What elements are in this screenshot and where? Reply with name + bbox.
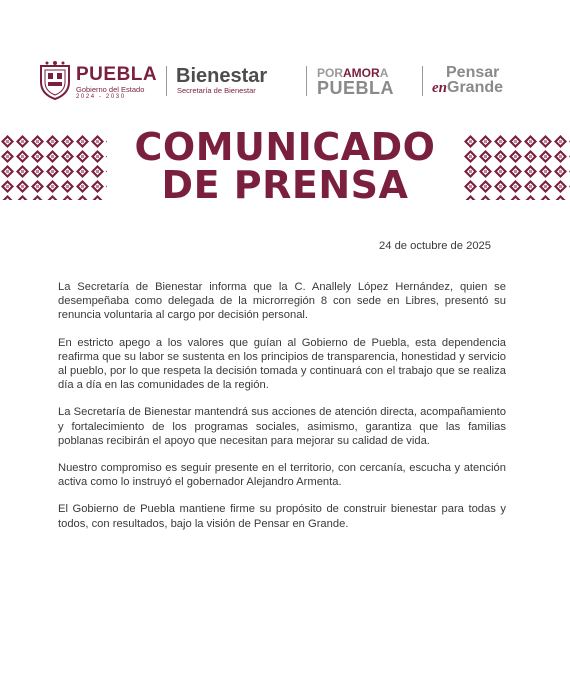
puebla-logo-years: 2024 - 2030 bbox=[76, 94, 126, 100]
puebla-logo-name: PUEBLA bbox=[76, 64, 158, 85]
bienestar-logo-name: Bienestar bbox=[176, 65, 268, 87]
por-amor-post: A bbox=[379, 66, 389, 80]
por-amor-amor: AMOR bbox=[343, 66, 380, 80]
puebla-logo-subtitle: Gobierno del Estado bbox=[76, 85, 145, 94]
press-release-title bbox=[107, 125, 463, 207]
logo-divider bbox=[306, 66, 307, 96]
por-amor-puebla: PUEBLA bbox=[317, 78, 395, 98]
pensar-en-grande-logo bbox=[432, 65, 503, 96]
bienestar-logo-subtitle: Secretaría de Bienestar bbox=[177, 86, 256, 95]
header-logos bbox=[38, 58, 538, 104]
title-line-2: DE PRENSA bbox=[161, 163, 409, 207]
pensar-en: en bbox=[432, 80, 447, 96]
pensar-line1: Pensar bbox=[446, 64, 500, 81]
logo-divider bbox=[422, 66, 423, 96]
release-body bbox=[58, 280, 506, 544]
body-paragraph: La Secretaría de Bienestar informa que la C. Anallely López Hernández, quien se desempeñaba como delegada de la microrregión 8 con sede en Libres, presentó su renuncia voluntaria al cargo por decisión personal. bbox=[58, 281, 506, 322]
release-date: 24 de octubre de 2025 bbox=[379, 240, 491, 252]
body-paragraph: En estricto apego a los valores que guían al Gobierno de Puebla, esta dependencia reafirma que su labor se sustenta en los principios de transparencia, honestidad y servicio al pueblo, por lo que respeta la decisión tomada y continuará con el trabajo que se realiza día a día en las comunidades de la región. bbox=[58, 336, 506, 392]
title-line-1: COMUNICADO bbox=[134, 125, 436, 169]
por-amor-a-puebla-logo bbox=[317, 66, 394, 96]
bienestar-logo bbox=[176, 66, 267, 96]
pensar-grande: Grande bbox=[447, 79, 504, 96]
por-amor-pre: POR bbox=[317, 66, 344, 80]
decorative-pattern-left bbox=[0, 134, 107, 200]
state-seal-icon bbox=[38, 60, 72, 100]
body-paragraph: Nuestro compromiso es seguir presente en el territorio, con cercanía, escucha y atención activa como lo instruyó el gobernador Alejandro Armenta. bbox=[58, 462, 506, 489]
body-paragraph: El Gobierno de Puebla mantiene firme su propósito de construir bienestar para todas y todos, con resultados, bajo la visión de Pensar en Grande. bbox=[58, 503, 506, 530]
logo-divider bbox=[166, 66, 167, 96]
body-paragraph: La Secretaría de Bienestar mantendrá sus acciones de atención directa, acompañamiento y fortalecimiento de los programas sociales, asimismo, garantiza que las familias poblanas recibirán el apoyo que necesitan para mejorar su calidad de vida. bbox=[58, 406, 506, 447]
decorative-pattern-right bbox=[463, 134, 570, 200]
